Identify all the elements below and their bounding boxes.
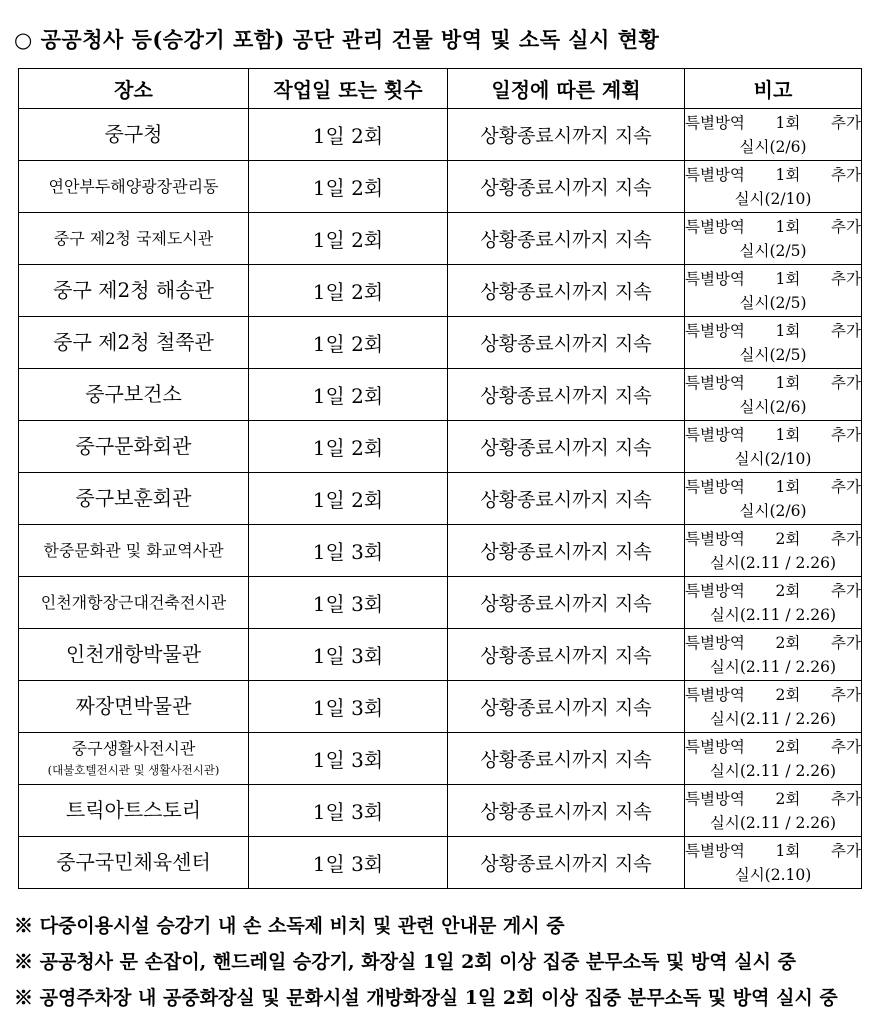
place-name: 중구 제2청 철쭉관	[53, 330, 214, 354]
note-line: 실시(2/10)	[734, 449, 812, 468]
place-subtitle: (대불호텔전시관 및 생활사전시관)	[47, 762, 220, 777]
header-note: 비고	[685, 69, 862, 109]
cell-place	[19, 681, 249, 733]
cell-frequency: 1일 2회	[249, 369, 448, 421]
page-title: ○ 공공청사 등(승강기 포함) 공단 관리 건물 방역 및 소독 실시 현황	[14, 27, 660, 52]
cell-note	[685, 525, 862, 577]
cell-frequency: 1일 3회	[249, 681, 448, 733]
table-row	[19, 525, 862, 577]
table-row	[19, 473, 862, 525]
note-line: 실시(2.11 / 2.26)	[709, 761, 837, 780]
table-row	[19, 629, 862, 681]
cell-frequency: 1일 2회	[249, 473, 448, 525]
cell-note	[685, 681, 862, 733]
note-line: 특별방역 2회 추가	[685, 581, 861, 600]
place-name: 중구 제2청 국제도시관	[53, 228, 214, 248]
table-row	[19, 213, 862, 265]
cell-note	[685, 213, 862, 265]
place-name: 중구보건소	[85, 382, 182, 406]
cell-frequency: 1일 3회	[249, 733, 448, 785]
note-line: 특별방역 2회 추가	[685, 529, 861, 548]
cell-place	[19, 577, 249, 629]
table-header-row	[19, 69, 862, 109]
note-line: 실시(2/6)	[739, 397, 807, 416]
place-name: 트릭아트스토리	[65, 798, 202, 822]
cell-note	[685, 161, 862, 213]
cell-note	[685, 733, 862, 785]
note-line: 특별방역 1회 추가	[685, 373, 861, 392]
disinfection-status-table	[18, 68, 862, 889]
cell-note	[685, 837, 862, 889]
footnote: ※ 다중이용시설 승강기 내 손 소독제 비치 및 관련 안내문 게시 중	[14, 915, 565, 937]
note-line: 실시(2.11 / 2.26)	[709, 709, 837, 728]
cell-place	[19, 317, 249, 369]
cell-plan: 상황종료시까지 지속	[448, 421, 685, 473]
cell-plan: 상황종료시까지 지속	[448, 681, 685, 733]
place-name: 중구국민체육센터	[56, 850, 211, 874]
table-row	[19, 733, 862, 785]
note-line: 특별방역 2회 추가	[685, 685, 861, 704]
cell-plan: 상황종료시까지 지속	[448, 317, 685, 369]
cell-note	[685, 421, 862, 473]
note-line: 실시(2.11 / 2.26)	[709, 657, 837, 676]
cell-note	[685, 369, 862, 421]
cell-frequency: 1일 3회	[249, 577, 448, 629]
table-row	[19, 421, 862, 473]
note-line: 특별방역 2회 추가	[685, 789, 861, 808]
note-line: 특별방역 1회 추가	[685, 217, 861, 236]
note-line: 실시(2.10)	[734, 865, 812, 884]
place-name: 중구문화회관	[75, 434, 192, 458]
cell-plan: 상황종료시까지 지속	[448, 109, 685, 161]
cell-frequency: 1일 2회	[249, 421, 448, 473]
table-row	[19, 785, 862, 837]
cell-plan: 상황종료시까지 지속	[448, 265, 685, 317]
cell-plan: 상황종료시까지 지속	[448, 629, 685, 681]
table-row	[19, 837, 862, 889]
table-row	[19, 265, 862, 317]
table-row	[19, 369, 862, 421]
cell-frequency: 1일 2회	[249, 109, 448, 161]
cell-frequency: 1일 2회	[249, 161, 448, 213]
place-name: 중구 제2청 해송관	[53, 278, 214, 302]
table-row	[19, 681, 862, 733]
cell-frequency: 1일 2회	[249, 265, 448, 317]
place-name: 중구보훈회관	[75, 486, 192, 510]
place-name: 인천개항장근대건축전시관	[40, 592, 227, 612]
cell-place	[19, 421, 249, 473]
place-name: 한중문화관 및 화교역사관	[43, 540, 224, 560]
table-row	[19, 109, 862, 161]
place-name: 연안부두해양광장관리동	[48, 176, 219, 196]
note-line: 특별방역 1회 추가	[685, 321, 861, 340]
header-plan: 일정에 따른 계획	[448, 69, 685, 109]
cell-place	[19, 473, 249, 525]
note-line: 실시(2/5)	[739, 293, 807, 312]
note-line: 실시(2.11 / 2.26)	[709, 553, 837, 572]
footnotes	[14, 908, 838, 1016]
footnote: ※ 공영주차장 내 공중화장실 및 문화시설 개방화장실 1일 2회 이상 집중 분무소독 및 방역 실시 중	[14, 987, 838, 1009]
cell-place	[19, 629, 249, 681]
cell-plan: 상황종료시까지 지속	[448, 473, 685, 525]
cell-note	[685, 577, 862, 629]
place-name: 중구청	[104, 122, 163, 146]
note-line: 특별방역 1회 추가	[685, 269, 861, 288]
note-line: 특별방역 1회 추가	[685, 113, 861, 132]
cell-frequency: 1일 3회	[249, 629, 448, 681]
cell-frequency: 1일 2회	[249, 213, 448, 265]
table-row	[19, 577, 862, 629]
note-line: 실시(2/6)	[739, 137, 807, 156]
cell-plan: 상황종료시까지 지속	[448, 525, 685, 577]
cell-plan: 상황종료시까지 지속	[448, 733, 685, 785]
note-line: 특별방역 1회 추가	[685, 425, 861, 444]
cell-place	[19, 525, 249, 577]
cell-place	[19, 265, 249, 317]
note-line: 실시(2.11 / 2.26)	[709, 813, 837, 832]
cell-note	[685, 629, 862, 681]
cell-plan: 상황종료시까지 지속	[448, 577, 685, 629]
table-row	[19, 161, 862, 213]
cell-note	[685, 473, 862, 525]
cell-place	[19, 213, 249, 265]
cell-note	[685, 109, 862, 161]
cell-note	[685, 265, 862, 317]
cell-place	[19, 837, 249, 889]
note-line: 특별방역 1회 추가	[685, 165, 861, 184]
note-line: 실시(2/5)	[739, 345, 807, 364]
place-name: 짜장면박물관	[75, 694, 192, 718]
cell-note	[685, 785, 862, 837]
cell-plan: 상황종료시까지 지속	[448, 837, 685, 889]
cell-frequency: 1일 3회	[249, 837, 448, 889]
cell-frequency: 1일 2회	[249, 317, 448, 369]
cell-frequency: 1일 3회	[249, 525, 448, 577]
note-line: 실시(2/5)	[739, 241, 807, 260]
note-line: 실시(2.11 / 2.26)	[709, 605, 837, 624]
note-line: 실시(2/10)	[734, 189, 812, 208]
footnote: ※ 공공청사 문 손잡이, 핸드레일 승강기, 화장실 1일 2회 이상 집중 분무소독 및 방역 실시 중	[14, 951, 796, 973]
cell-plan: 상황종료시까지 지속	[448, 161, 685, 213]
place-name: 중구생활사전시관	[71, 739, 196, 759]
cell-place	[19, 369, 249, 421]
cell-place	[19, 785, 249, 837]
cell-place	[19, 161, 249, 213]
note-line: 실시(2/6)	[739, 501, 807, 520]
cell-note	[685, 317, 862, 369]
note-line: 특별방역 2회 추가	[685, 737, 861, 756]
table-row	[19, 317, 862, 369]
note-line: 특별방역 1회 추가	[685, 477, 861, 496]
cell-plan: 상황종료시까지 지속	[448, 213, 685, 265]
place-name: 인천개항박물관	[65, 642, 202, 666]
cell-place	[19, 733, 249, 785]
cell-plan: 상황종료시까지 지속	[448, 785, 685, 837]
cell-place	[19, 109, 249, 161]
header-place: 장소	[19, 69, 249, 109]
cell-plan: 상황종료시까지 지속	[448, 369, 685, 421]
note-line: 특별방역 2회 추가	[685, 633, 861, 652]
header-frequency: 작업일 또는 횟수	[249, 69, 448, 109]
cell-frequency: 1일 3회	[249, 785, 448, 837]
note-line: 특별방역 1회 추가	[685, 841, 861, 860]
